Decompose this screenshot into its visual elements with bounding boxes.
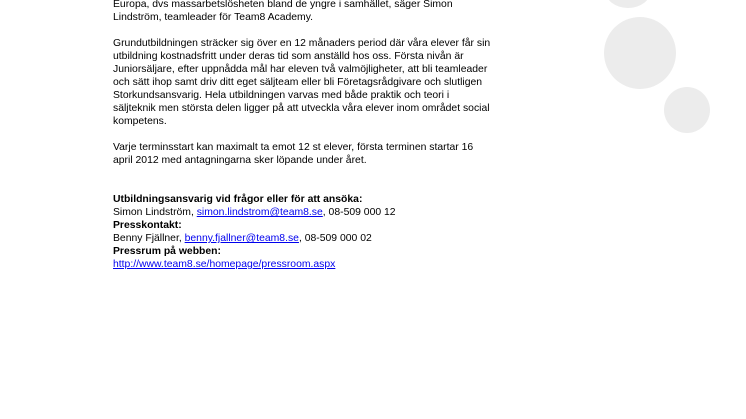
press-contact-name: Benny Fjällner, bbox=[113, 233, 185, 244]
body-line: Juniorsäljare, efter uppnådda mål har eleven två valmöjligheter, att bli teamleader bbox=[113, 64, 488, 75]
body-line: kompetens. bbox=[113, 116, 167, 127]
decor-circle-large bbox=[604, 17, 676, 89]
pressroom-line bbox=[113, 258, 593, 271]
press-contact-phone: , 08-509 000 02 bbox=[298, 233, 372, 244]
body-line: april 2012 med antagningarna sker löpande under året. bbox=[113, 155, 367, 166]
intro-line: Europa, dvs massarbetslösheten bland de yngre i samhället, säger Simon bbox=[113, 0, 453, 10]
body-line: Varje terminsstart kan maximalt ta emot 12 st elever, första terminen startar 16 bbox=[113, 142, 474, 153]
body-line: säljteknik men största delen ligger på att utveckla våra elever inom området social bbox=[113, 103, 490, 114]
press-release-body bbox=[113, 0, 593, 271]
education-contact-name: Simon Lindström, bbox=[113, 207, 197, 218]
body-line: utbildning kostnadsfritt under deras tid som anställd hos oss. Första nivån är bbox=[113, 51, 464, 62]
body-line: Storkundsansvarig. Hela utbildningen varvas med både praktik och teori i bbox=[113, 90, 450, 101]
pressroom-heading: Pressrum på webben: bbox=[113, 246, 221, 257]
press-contact-line bbox=[113, 232, 593, 245]
education-contact-email-link[interactable]: simon.lindstrom@team8.se bbox=[196, 207, 323, 218]
decor-circle-top bbox=[605, 0, 651, 8]
decor-circle-small bbox=[664, 87, 710, 133]
body-line: Grundutbildningen sträcker sig över en 12 månaders period där våra elever får sin bbox=[113, 38, 491, 49]
education-contact-phone: , 08-509 000 12 bbox=[322, 207, 396, 218]
education-contact-heading: Utbildningsansvarig vid frågor eller för att ansöka: bbox=[113, 194, 363, 205]
intro-line: Lindström, teamleader för Team8 Academy. bbox=[113, 12, 314, 23]
education-contact-line bbox=[113, 206, 593, 219]
press-contact-heading: Presskontakt: bbox=[113, 220, 182, 231]
body-line: och sätt ihop samt driv ditt eget säljteam eller bli Företagsrådgivare och slutligen bbox=[113, 77, 483, 88]
press-contact-email-link[interactable]: benny.fjallner@team8.se bbox=[184, 233, 299, 244]
pressroom-url-link[interactable]: http://www.team8.se/homepage/pressroom.aspx bbox=[113, 259, 336, 270]
